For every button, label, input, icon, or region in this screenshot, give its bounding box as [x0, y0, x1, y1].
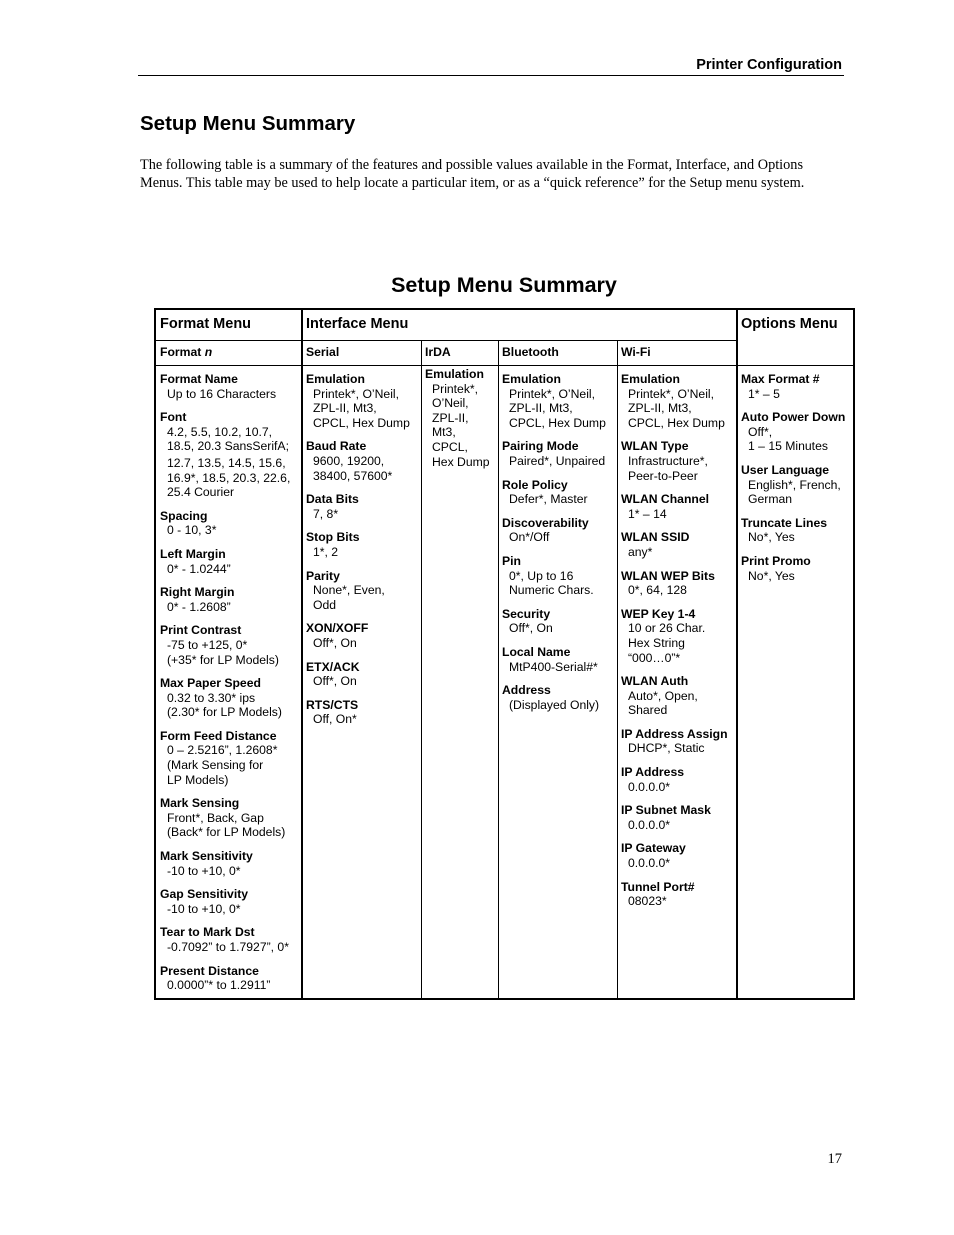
menu-item: [621, 841, 735, 870]
menu-item-label: User Language: [741, 462, 830, 477]
menu-item-label: WLAN Type: [621, 439, 689, 454]
menu-item: [502, 554, 614, 598]
menu-item-label: WLAN WEP Bits: [621, 568, 715, 583]
menu-item-value: 0.0.0.0*: [628, 779, 671, 794]
menu-item-value: 1* – 5: [748, 386, 780, 401]
menu-item: [502, 516, 614, 545]
menu-item-label: Mark Sensing: [160, 796, 240, 811]
menu-item: [502, 607, 614, 636]
menu-item-label: Spacing: [160, 508, 208, 523]
menu-item: [306, 621, 418, 650]
menu-item-value: Printek*, O’Neil, ZPL-II, Mt3, CPCL, Hex Dump: [628, 386, 725, 430]
menu-item-label: Pairing Mode: [502, 439, 579, 454]
menu-item-label: Parity: [306, 568, 340, 583]
menu-item-value: -75 to +125, 0* (+35* for LP Models): [167, 637, 279, 667]
menu-item: [160, 925, 298, 954]
menu-item: [502, 372, 614, 430]
menu-item: [502, 645, 614, 674]
menu-item: [741, 372, 853, 401]
menu-item-value: 0.0000”* to 1.2911”: [167, 978, 271, 993]
menu-item-label: WEP Key 1-4: [621, 606, 696, 621]
menu-item-value: Off*, On: [313, 635, 357, 650]
table-title: Setup Menu Summary: [391, 273, 617, 297]
serial-column: [306, 372, 418, 736]
menu-item-value: 0.0.0.0*: [628, 856, 671, 871]
menu-item: [306, 569, 418, 613]
menu-item-value: 08023*: [628, 894, 667, 909]
menu-item-value: 1*, 2: [313, 544, 339, 559]
menu-item-value: 10 or 26 Char. Hex String “000…0”*: [628, 621, 706, 665]
menu-item-value: 4.2, 5.5, 10.2, 10.7, 18.5, 20.3 SansSerifA;: [167, 424, 289, 454]
menu-item-value: 0 - 10, 3*: [167, 523, 217, 538]
menu-item-value: No*, Yes: [748, 530, 795, 545]
menu-item-value: 0.32 to 3.30* ips (2.30* for LP Models): [167, 690, 282, 720]
menu-item: [621, 569, 735, 598]
menu-item-value: English*, French, German: [748, 477, 841, 507]
divider-irda-bluetooth: [498, 340, 499, 998]
menu-item-value: -10 to +10, 0*: [167, 863, 241, 878]
menu-item-label: Baud Rate: [306, 439, 367, 454]
menu-item-value: Auto*, Open, Shared: [628, 688, 698, 718]
menu-item: [621, 372, 735, 430]
menu-item-label: IP Address: [621, 765, 684, 780]
menu-item: [621, 727, 735, 756]
menu-item-label: Format Name: [160, 372, 238, 386]
rule-below-subheads: [156, 365, 853, 366]
menu-item-value: (Displayed Only): [509, 697, 600, 712]
menu-item-label: Stop Bits: [306, 530, 360, 545]
menu-item-label: Max Paper Speed: [160, 676, 261, 691]
menu-item-value: 0* - 1.2608”: [167, 599, 231, 614]
menu-item: [160, 585, 298, 614]
menu-item-label: Form Feed Distance: [160, 728, 277, 743]
divider-serial-irda: [421, 340, 422, 998]
bluetooth-subheading: Bluetooth: [502, 345, 559, 359]
menu-item-value: Off*, On: [313, 674, 357, 689]
menu-item-value: No*, Yes: [748, 568, 795, 583]
intro-paragraph: The following table is a summary of the features and possible values available in the Format, Interface, and Options Menus. This table may be used to help locate a particular item, or as a “quick reference” for the Setup menu system.: [140, 157, 805, 191]
menu-item: [160, 372, 298, 401]
menu-item: [306, 698, 418, 727]
menu-item-value: -0.7092” to 1.7927”, 0*: [167, 940, 289, 954]
menu-item-value: -10 to +10, 0*: [167, 901, 241, 916]
options-menu-heading: Options Menu: [741, 316, 838, 332]
irda-subheading: IrDA: [425, 345, 451, 359]
format-n-subheading: [160, 345, 212, 359]
section-title: Setup Menu Summary: [140, 112, 356, 135]
menu-item-value: 0* - 1.0244”: [167, 561, 231, 576]
menu-item-label: WLAN Channel: [621, 492, 710, 507]
menu-item-label: WLAN Auth: [621, 674, 689, 689]
divider-bluetooth-wifi: [617, 340, 618, 998]
menu-item-label: ETX/ACK: [306, 659, 360, 674]
menu-item-label: Data Bits: [306, 492, 359, 507]
menu-item: [160, 547, 298, 576]
menu-item-value: Front*, Back, Gap (Back* for LP Models): [167, 810, 286, 840]
menu-item-value: MtP400-Serial#*: [509, 659, 598, 674]
menu-item-label: Address: [502, 683, 551, 698]
menu-item-value: DHCP*, Static: [628, 741, 705, 756]
menu-item-label: WLAN SSID: [621, 530, 690, 545]
menu-item-label: Present Distance: [160, 963, 259, 978]
menu-item-label: Emulation: [306, 372, 365, 386]
menu-item: [160, 410, 298, 500]
menu-item-label: Discoverability: [502, 515, 589, 530]
interface-menu-heading: Interface Menu: [306, 316, 409, 332]
menu-item-label: IP Subnet Mask: [621, 803, 711, 818]
menu-item-value: Printek*, O’Neil, ZPL-II, Mt3, CPCL, Hex Dump: [509, 386, 606, 430]
menu-item: [621, 492, 735, 521]
menu-item-label: IP Gateway: [621, 841, 686, 856]
menu-item: [425, 367, 497, 469]
menu-item-label: Print Promo: [741, 553, 811, 568]
menu-item-label: Max Format #: [741, 372, 820, 386]
running-header: Printer Configuration: [696, 57, 842, 73]
menu-item: [160, 676, 298, 720]
menu-item: [621, 803, 735, 832]
rule-below-menu-heads: [156, 340, 737, 341]
menu-item-value: Printek*, O’Neil, ZPL-II, Mt3, CPCL, Hex Dump: [313, 386, 410, 430]
menu-item: [160, 729, 298, 787]
menu-item-label: Left Margin: [160, 546, 226, 561]
menu-item-value: Off*, 1 – 15 Minutes: [748, 424, 828, 454]
menu-item-value: Off*, On: [509, 621, 553, 636]
menu-item-value: None*, Even, Odd: [313, 583, 385, 612]
menu-item-label: Tear to Mark Dst: [160, 925, 255, 940]
menu-item: [306, 492, 418, 521]
menu-item-label: Gap Sensitivity: [160, 887, 249, 902]
menu-item: [160, 796, 298, 840]
menu-item: [741, 410, 853, 454]
menu-item: [306, 372, 418, 430]
menu-item-value: Off, On*: [313, 712, 357, 727]
menu-item-label: RTS/CTS: [306, 697, 359, 712]
menu-item: [160, 509, 298, 538]
menu-item-value: 0.0.0.0*: [628, 817, 671, 832]
format-column: [160, 372, 298, 1002]
menu-item-value: Infrastructure*, Peer-to-Peer: [628, 453, 708, 483]
menu-item-label: Emulation: [621, 372, 680, 386]
menu-item-label: Role Policy: [502, 477, 568, 492]
menu-item: [160, 964, 298, 993]
menu-item: [502, 478, 614, 507]
page-number: 17: [827, 1151, 842, 1167]
menu-item: [160, 887, 298, 916]
menu-item: [502, 439, 614, 468]
bluetooth-column: [502, 372, 614, 721]
menu-item-label: Auto Power Down: [741, 410, 846, 425]
menu-item-label: Pin: [502, 553, 521, 568]
menu-item-value: 0 – 2.5216”, 1.2608* (Mark Sensing for LP Models): [167, 743, 278, 787]
menu-item-value: 1* – 14: [628, 506, 667, 521]
menu-item: [621, 439, 735, 483]
menu-item-label: Emulation: [425, 367, 484, 381]
divider-interface-options: [736, 310, 738, 998]
menu-item-label: Emulation: [502, 372, 561, 386]
menu-item-label: XON/XOFF: [306, 621, 369, 636]
menu-item: [306, 530, 418, 559]
menu-item-label: Font: [160, 410, 187, 425]
menu-item-value: 0*, 64, 128: [628, 583, 687, 598]
serial-subheading: Serial: [306, 345, 340, 359]
menu-item-value: Printek*, O’Neil, ZPL-II, Mt3, CPCL, Hex Dump: [432, 381, 490, 469]
menu-item: [160, 623, 298, 667]
menu-item-value: On*/Off: [509, 530, 550, 545]
divider-format-interface: [301, 310, 303, 998]
menu-item-label: Truncate Lines: [741, 515, 828, 530]
menu-item-value: 9600, 19200, 38400, 57600*: [313, 453, 393, 483]
menu-item-value: Defer*, Master: [509, 492, 588, 507]
menu-item: [621, 765, 735, 794]
irda-column: [425, 367, 497, 478]
menu-item: [741, 516, 853, 545]
options-column: [741, 372, 853, 592]
format-subheading-variable: n: [204, 345, 213, 359]
menu-item-value: 0*, Up to 16 Numeric Chars.: [509, 568, 594, 598]
menu-item-label: Right Margin: [160, 585, 235, 600]
menu-item-label: Local Name: [502, 644, 571, 659]
menu-item-label: IP Address Assign: [621, 726, 728, 741]
setup-menu-table: [154, 308, 855, 1000]
menu-item-value: Paired*, Unpaired: [509, 453, 606, 468]
menu-item-value: 12.7, 13.5, 14.5, 15.6, 16.9*, 18.5, 20.3, 22.6, 25.4 Courier: [167, 455, 291, 500]
menu-item: [621, 880, 735, 909]
menu-item: [741, 554, 853, 583]
menu-item-value: any*: [628, 544, 653, 559]
menu-item: [306, 439, 418, 483]
menu-item: [621, 607, 735, 665]
header-rule: [138, 75, 844, 76]
menu-item-value: Up to 16 Characters: [167, 386, 277, 401]
menu-item-label: Print Contrast: [160, 623, 242, 638]
menu-item-label: Mark Sensitivity: [160, 849, 253, 864]
format-subheading-prefix: Format: [160, 345, 205, 359]
menu-item-value: 7, 8*: [313, 506, 339, 521]
menu-item: [621, 674, 735, 718]
wifi-subheading: Wi-Fi: [621, 345, 651, 359]
menu-item-label: Security: [502, 606, 551, 621]
menu-item: [621, 530, 735, 559]
menu-item-label: Tunnel Port#: [621, 879, 695, 894]
menu-item: [502, 683, 614, 712]
menu-item: [306, 660, 418, 689]
menu-item: [741, 463, 853, 507]
wifi-column: [621, 372, 735, 918]
menu-item: [160, 849, 298, 878]
format-menu-heading: Format Menu: [160, 316, 252, 332]
